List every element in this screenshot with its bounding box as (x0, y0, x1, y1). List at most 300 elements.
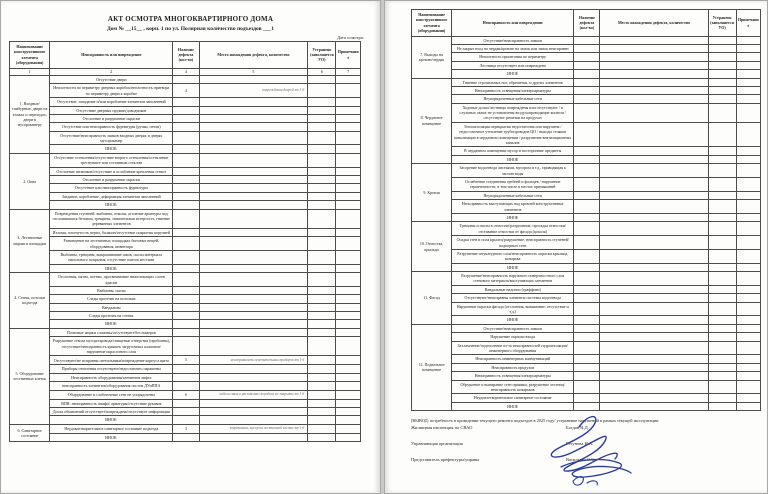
defect-description-cell: Отсутствие или неисправность фурнитуры (ручки, петли) (50, 123, 173, 131)
fixed-cell (308, 201, 336, 209)
fixed-cell (308, 75, 336, 83)
defect-count-cell (173, 184, 199, 192)
defect-description-cell: Осадка стен и пола крылец/разрушение, неисправность ступеней/подпорных стен (452, 236, 574, 250)
signature-name: Ретунова Н.А. (566, 441, 594, 446)
fixed-cell (308, 176, 336, 184)
defect-location-cell (600, 155, 708, 163)
column-header: Примечание (336, 42, 361, 69)
defect-location-cell (199, 228, 308, 236)
note-cell (336, 286, 361, 294)
defect-count-cell (574, 263, 600, 271)
note-cell (336, 433, 361, 441)
defect-count-cell (173, 295, 199, 303)
defect-description-cell: ИНОЕ: (50, 264, 173, 272)
section-label: 8. Чердачное помещение (412, 78, 452, 164)
defect-description-cell: Неудовлетворительное санитарное состояние подъезда (50, 424, 173, 433)
defect-location-cell (600, 263, 708, 271)
note-cell (736, 249, 760, 263)
defect-location-cell (199, 295, 308, 303)
signature-name: Васильева О.С. (566, 457, 596, 462)
defect-count-cell (173, 75, 199, 83)
note-cell (736, 200, 760, 214)
defect-description-cell: Отслоение и разрушение окраски (50, 114, 173, 122)
column-number-row (10, 68, 361, 75)
table-row (10, 328, 361, 336)
signature-row (411, 425, 757, 430)
defect-count-cell (173, 416, 199, 424)
note-cell (736, 177, 760, 191)
defect-location-cell (199, 201, 308, 209)
fixed-cell (708, 164, 736, 178)
table-row (10, 356, 361, 365)
defect-description-cell: Отсутствие/неисправность замков (452, 36, 574, 44)
defect-description-cell: Неплотности по периметру дверных коробок/неплотность притвора по периметру двери к коробке (50, 84, 173, 98)
fixed-cell (708, 103, 736, 122)
signature-role: Управляющая организация (411, 441, 463, 446)
defect-description-cell: В чердачном помещении мусор и посторонние предметы (452, 147, 574, 155)
table-row (10, 201, 361, 209)
column-number: 7 (336, 68, 361, 75)
defect-description-cell: Выбоины, трещины, выкрашивание швов, сколы материала напольного покрытия, отсутствие плиток местами (50, 250, 173, 264)
defect-count-cell (574, 177, 600, 191)
defect-count-cell (574, 70, 600, 78)
defect-location-cell (600, 272, 708, 286)
note-cell (336, 328, 361, 336)
fixed-cell (308, 286, 336, 294)
fixed-cell (708, 213, 736, 221)
note-cell (336, 320, 361, 328)
defect-description-cell: Приборы отопления отсутствуют/недостаточно окрашены (50, 365, 173, 373)
table-row (412, 272, 761, 286)
defect-description-cell: Размещение на лестничных площадках бытовых вещей, оборудования, инвентаря (50, 237, 173, 251)
note-cell (336, 295, 361, 303)
signature-row (411, 457, 757, 462)
table-row (412, 191, 761, 199)
defect-count-cell (173, 320, 199, 328)
fixed-cell (308, 98, 336, 106)
fixed-cell (308, 192, 336, 200)
fixed-cell (708, 333, 736, 341)
table-row (412, 316, 761, 324)
fixed-cell (708, 355, 736, 363)
column-header: Неисправность или повреждение (452, 10, 574, 37)
defect-location-cell (199, 286, 308, 294)
defect-location-cell (199, 273, 308, 287)
defect-description-cell: Обрушение и выпирание стен приямка, разрушение лестниц/неисправность козырьков (452, 380, 574, 394)
fixed-cell (708, 53, 736, 61)
table-row (10, 131, 361, 145)
defect-description-cell: Выбоины, сколы (50, 286, 173, 294)
column-header: Неисправность или повреждение (50, 42, 173, 69)
defect-description-cell: Неупорядоченные кабельные сети (452, 191, 574, 199)
defect-location-cell (600, 103, 708, 122)
table-row (10, 390, 361, 399)
fixed-cell (308, 320, 336, 328)
defect-count-cell (173, 106, 199, 114)
defect-count-cell (173, 145, 199, 153)
defect-count-cell (574, 402, 600, 410)
table-row (412, 294, 761, 302)
defect-description-cell: Вандальные надписи (граффити) (452, 285, 574, 293)
defect-location-cell (600, 341, 708, 355)
defect-count-cell (173, 312, 199, 320)
defect-description-cell: Неисправность продухов (452, 363, 574, 371)
defect-count-cell: 6 (173, 390, 199, 399)
defect-location-cell (600, 86, 708, 94)
defect-location-cell (600, 78, 708, 86)
fixed-cell (708, 363, 736, 371)
fixed-cell (708, 95, 736, 103)
note-cell (736, 147, 760, 155)
defect-description-cell: Нарушение окраски фасада (отслоения, вымывание, отсутствие и т.д.) (452, 302, 574, 316)
fixed-cell (308, 228, 336, 236)
note-cell (336, 228, 361, 236)
defect-location-cell (600, 236, 708, 250)
note-cell (736, 61, 760, 69)
defect-count-cell (574, 341, 600, 355)
note-cell (336, 153, 361, 167)
note-cell (736, 285, 760, 293)
note-cell (336, 209, 361, 228)
table-row (412, 394, 761, 402)
defect-count-cell (574, 122, 600, 147)
fixed-cell (708, 70, 736, 78)
fixed-cell (708, 78, 736, 86)
defect-count-cell (574, 316, 600, 324)
defect-location-cell (199, 382, 308, 390)
note-cell (736, 95, 760, 103)
defect-location-cell: неисправность осветительных приборов эт 1-6 (199, 356, 308, 365)
defect-count-cell (574, 36, 600, 44)
signature-role: Представитель префектуры/управы (411, 457, 480, 462)
table-row (10, 382, 361, 390)
note-cell (736, 324, 760, 332)
section-label: 12. Подвальное помещение (412, 324, 452, 410)
note-cell (736, 402, 760, 410)
fixed-cell (308, 264, 336, 272)
defect-location-cell (600, 36, 708, 44)
defect-count-cell (574, 213, 600, 221)
note-cell (336, 131, 361, 145)
table-row (10, 408, 361, 416)
table-row (10, 228, 361, 236)
note-cell (736, 53, 760, 61)
defect-location-cell (600, 222, 708, 236)
note-cell (336, 250, 361, 264)
fixed-cell (708, 155, 736, 163)
note-cell (736, 236, 760, 250)
table-row (10, 84, 361, 98)
note-cell (736, 86, 760, 94)
table-row (412, 236, 761, 250)
note-cell (336, 312, 361, 320)
defect-location-cell (600, 333, 708, 341)
defect-description-cell: Отсутствие или неисправность фурнитуры (50, 184, 173, 192)
defect-count-cell (173, 365, 199, 373)
defect-location-cell (199, 131, 308, 145)
fixed-cell (708, 285, 736, 293)
defect-description-cell: Неудовлетворительное санитарное состояние (452, 394, 574, 402)
note-cell (336, 382, 361, 390)
defect-count-cell (574, 164, 600, 178)
table-row (10, 145, 361, 153)
fixed-cell (708, 61, 736, 69)
defect-count-cell: 3 (173, 424, 199, 433)
defect-count-cell (574, 333, 600, 341)
note-cell (736, 294, 760, 302)
fixed-cell (708, 249, 736, 263)
table-row (412, 222, 761, 236)
table-row (10, 106, 361, 114)
defect-count-cell (173, 201, 199, 209)
note-cell (336, 98, 361, 106)
defect-location-cell: загрязнения, мусор на лестничной клетке эт 1-6 (199, 424, 308, 433)
note-cell (336, 114, 361, 122)
defect-description-cell: Отслоение штапиков/отсутствие и ослабление крепления стекол (50, 167, 173, 175)
defect-description-cell: Заедание, коробление, деформация элементов заполнений (50, 192, 173, 200)
table-row (412, 177, 761, 191)
signature-name: Богдан Н.Д. (566, 425, 589, 430)
section-label: 9. Кровля (412, 164, 452, 222)
table-row (412, 61, 761, 69)
defect-location-cell (600, 363, 708, 371)
defect-count-cell (574, 103, 600, 122)
note-cell (736, 363, 760, 371)
defect-description-cell: Доска объявлений отсутствует/повреждена/отсутствует информация (50, 408, 173, 416)
defect-description-cell: Засорение водоотвода листьями, мусором и т.д., приводящая к застою воды (452, 164, 574, 178)
column-header: Примечание (736, 10, 760, 37)
defect-location-cell (199, 209, 308, 228)
table-row (412, 95, 761, 103)
defect-count-cell (173, 399, 199, 407)
defect-location-cell (199, 433, 308, 441)
fixed-cell (308, 390, 336, 399)
note-cell (736, 191, 760, 199)
fixed-cell (308, 184, 336, 192)
defect-description-cell: Отслоение и разрушение окраски (50, 176, 173, 184)
defect-location-cell (199, 75, 308, 83)
fixed-cell (308, 303, 336, 311)
note-cell (736, 222, 760, 236)
defect-location-cell (600, 191, 708, 199)
defect-description-cell: ИНОЕ (452, 402, 574, 410)
defect-count-cell (173, 237, 199, 251)
fixed-cell (308, 84, 336, 98)
defect-description-cell: Теплоизоляция перекрытия недостаточна или нарушена / недостаточное утепление трубопроводов ЦО / выходы стояков канализации в чердачном помещении / разрушение вентиляционных каналов (452, 122, 574, 147)
defect-location-cell (199, 237, 308, 251)
defect-count-cell (574, 61, 600, 69)
defect-location-cell (600, 122, 708, 147)
defect-description-cell: Разрушение/неисправность наружного поверхностного слоя стенового материала/выступающих элементов (452, 272, 574, 286)
defect-location-cell (199, 167, 308, 175)
table-row (412, 341, 761, 355)
fixed-cell (708, 191, 736, 199)
defect-count-cell (173, 286, 199, 294)
note-cell (336, 184, 361, 192)
defect-location-cell (199, 365, 308, 373)
table-row (10, 153, 361, 167)
fixed-cell (308, 399, 336, 407)
table-row (10, 184, 361, 192)
table-row (412, 155, 761, 163)
table-row (10, 433, 361, 441)
defect-location-cell (199, 399, 308, 407)
section-label: 11. Фасад (412, 272, 452, 325)
defect-location-cell (199, 337, 308, 356)
table-row (412, 147, 761, 155)
column-header: Наименование конструктивного элемента (оборудования) (10, 42, 50, 69)
fixed-cell (308, 295, 336, 303)
note-cell (736, 36, 760, 44)
defect-location-cell (600, 355, 708, 363)
fixed-cell (308, 237, 336, 251)
defect-description-cell: ИНОЕ (452, 70, 574, 78)
column-header: Место нахождения дефекта, количество (600, 10, 708, 37)
column-number: 4 (173, 68, 199, 75)
defect-count-cell (173, 167, 199, 175)
defect-location-cell (199, 123, 308, 131)
defect-location-cell (199, 416, 308, 424)
defect-location-cell: кабели связи в распаячных коробках не закрыты эт 1-6 (199, 390, 308, 399)
defect-description-cell: Неисправность инженерных коммуникаций (452, 355, 574, 363)
defect-description-cell: Отсутствуют/не исправны светильники/повреждение корпуса щита (50, 356, 173, 365)
table-row (412, 363, 761, 371)
defect-description-cell: неисправность элементов/оборудования систем ДУиППА (50, 382, 173, 390)
defect-count-cell (574, 222, 600, 236)
note-cell (336, 145, 361, 153)
table-row (412, 70, 761, 78)
defect-count-cell (173, 382, 199, 390)
note-cell (736, 372, 760, 380)
defect-count-cell (173, 264, 199, 272)
defect-count-cell (574, 78, 600, 86)
note-cell (336, 390, 361, 399)
defect-location-cell (600, 200, 708, 214)
defect-description-cell: Ослабление соединения гребней и фальцев / нарушение герметичности, в том числе в местах примыканий (452, 177, 574, 191)
defect-count-cell (574, 272, 600, 286)
defect-location-cell (199, 264, 308, 272)
note-cell (736, 70, 760, 78)
defect-description-cell: Изломы, изогнутость перил, балясин/отсутствие покрытия поручней (50, 228, 173, 236)
fixed-cell (708, 263, 736, 271)
defect-location-cell (600, 164, 708, 178)
table-row (412, 103, 761, 122)
fixed-cell (708, 394, 736, 402)
defect-count-cell (173, 337, 199, 356)
defect-description-cell: Неисправность освещения/электроарматуры (452, 86, 574, 94)
table-row (412, 78, 761, 86)
fixed-cell (308, 131, 336, 145)
table-row (10, 209, 361, 228)
defect-count-cell (173, 250, 199, 264)
defect-location-cell (199, 184, 308, 192)
defect-location-cell (600, 302, 708, 316)
fixed-cell (708, 341, 736, 355)
section-label: 1. Входные/тамбурные, двери на этажах и переходах, двери в мусорокамеру (10, 75, 50, 153)
section-label: 3. Лестничные марши и площадки (10, 209, 50, 273)
conclusion-text: [ВЫВОД: потребность в проведении текущего ремонта подъездов в 2025 году/ устранение нарушений в рамках текущей эксплуатации (411, 418, 659, 424)
fixed-cell (308, 209, 336, 228)
table-row (10, 167, 361, 175)
note-cell (336, 167, 361, 175)
defect-description-cell: Лестница отсутствует или повреждена (452, 61, 574, 69)
signature-role: Жилищная инспекция по СВАО (411, 425, 473, 430)
defect-count-cell (574, 363, 600, 371)
defect-description-cell: Почтовые ящики сломаны/отсутствуют/без номеров (50, 328, 173, 336)
defect-description-cell: Захламление/подтопление из-за неисправностей гидроизоляции/инженерного оборудования (452, 341, 574, 355)
column-header: Устранено (заполняется УО) (308, 42, 336, 69)
defect-count-cell (574, 372, 600, 380)
defect-count-cell (574, 95, 600, 103)
defect-location-cell (600, 285, 708, 293)
defect-description-cell: Следы протечек на потолках (50, 295, 173, 303)
defect-count-cell (173, 408, 199, 416)
defect-description-cell: ИНОЕ: (50, 145, 173, 153)
defect-description-cell: Неплотность прилегания по периметру (452, 53, 574, 61)
defect-location-cell (600, 249, 708, 263)
table-row (10, 365, 361, 373)
defect-location-cell (600, 147, 708, 155)
fixed-cell (308, 365, 336, 373)
fixed-cell (708, 302, 736, 316)
defect-description-cell: Повреждения ступеней: выбоины, отколы, оголение арматуры под отслоившимся бетоном, трещины, значительная истертость, гниение деревянных элементов (50, 209, 173, 228)
fixed-cell (308, 250, 336, 264)
note-cell (336, 273, 361, 287)
defect-description-cell: Отсутствие дверных пружин/доводчиков (50, 106, 173, 114)
defect-count-cell (173, 273, 199, 287)
defect-location-cell (600, 213, 708, 221)
defect-count-cell (574, 285, 600, 293)
defect-description-cell: Отсутствие/неисправность замков входных дверях и дверях мусорокамер (50, 131, 173, 145)
defect-description-cell: Отсутствие, западание и/или коробление элементов заполнений (50, 98, 173, 106)
defect-location-cell (199, 312, 308, 320)
defect-count-cell (574, 324, 600, 332)
defect-description-cell: Отсутствуют/неисправны элементы системы водоотвода (452, 294, 574, 302)
defect-location-cell (600, 294, 708, 302)
page-1 (0, 0, 381, 494)
defect-description-cell: Ходовые доски/лестницы повреждены или отсутствуют / в слуховых окнах не установлены воздухопроводящие жалюзи / отсутствуют решетки на продухах (452, 103, 574, 122)
table-row (10, 176, 361, 184)
table-row (412, 200, 761, 214)
table-row (412, 36, 761, 44)
defect-count-cell (173, 192, 199, 200)
defect-count-cell (173, 303, 199, 311)
table-header-row (10, 42, 361, 69)
note-cell (336, 424, 361, 433)
defect-count-cell (173, 114, 199, 122)
defect-location-cell (199, 303, 308, 311)
defect-count-cell: 3 (173, 356, 199, 365)
defect-description-cell: Отсутствие/неисправность замков (452, 324, 574, 332)
defect-description-cell: Трещины и сколы в отмостке/разрушение, просадка отмостки/отставание отмостки от фасада (цоколя) (452, 222, 574, 236)
table-row (10, 416, 361, 424)
defect-location-cell (600, 53, 708, 61)
defect-description-cell: Оборудование и слаботочные сети не упорядочены (50, 390, 173, 399)
defect-location-cell (199, 328, 308, 336)
table-row (412, 372, 761, 380)
inspection-table-page1 (9, 41, 361, 442)
signature-block (411, 425, 757, 473)
fixed-cell (708, 316, 736, 324)
document-subtitle: Дом № __15__ , корп. 1 по ул. Полярная количество подъездов ___1 (107, 26, 274, 32)
defect-description-cell: ИНОЕ (452, 316, 574, 324)
column-header: Наименование конструктивного элемента (оборудования) (412, 10, 452, 37)
defect-location-cell (600, 380, 708, 394)
defect-description-cell: Отсутствие двери (50, 75, 173, 83)
section-label: 2. Окна (10, 153, 50, 209)
defect-location-cell (199, 250, 308, 264)
note-cell (336, 237, 361, 251)
